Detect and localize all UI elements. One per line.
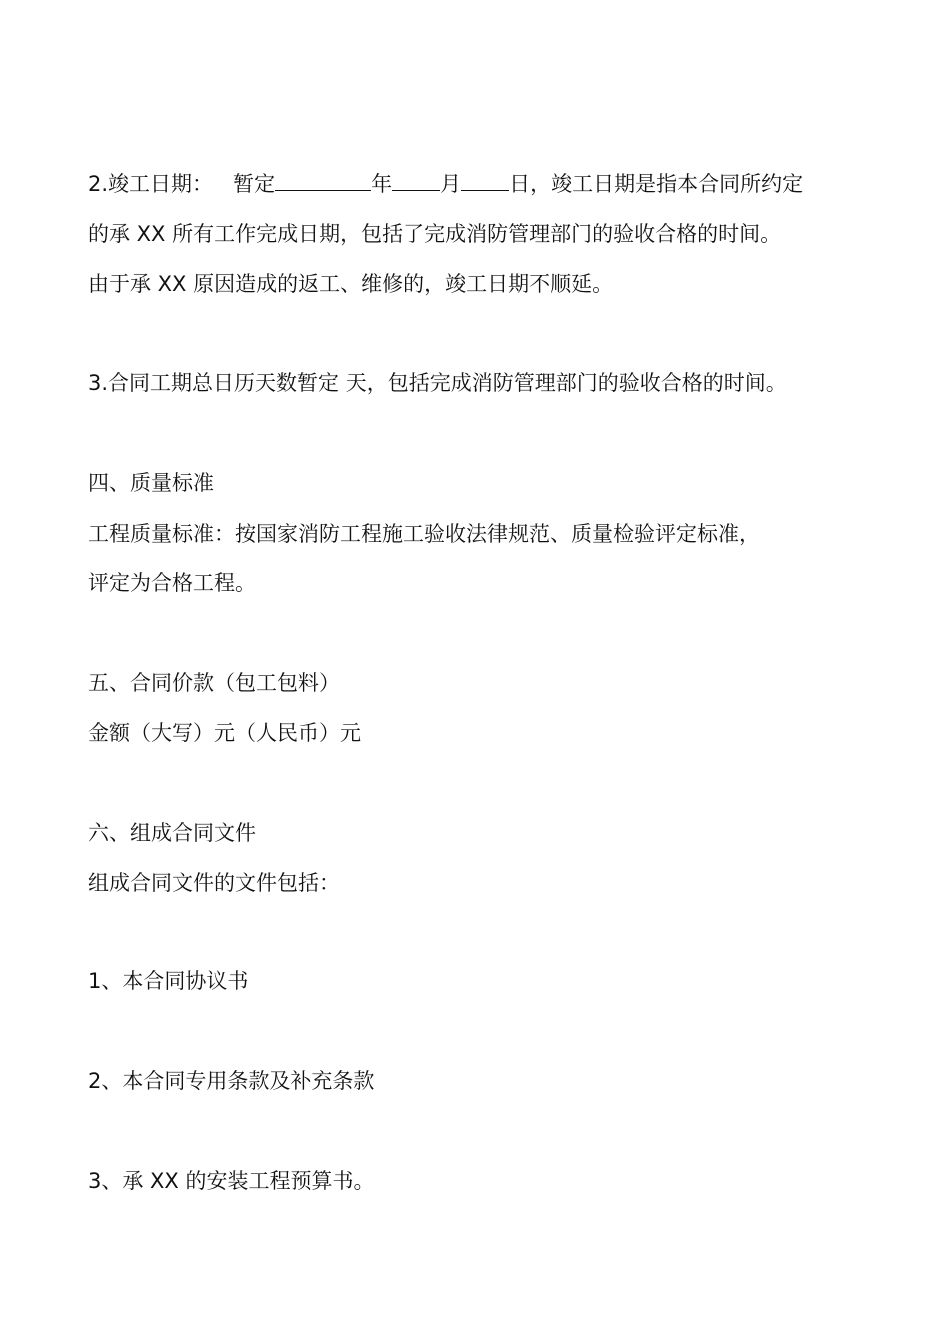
contract-duration-paragraph: 3.合同工期总日历天数暂定 天，包括完成消防管理部门的验收合格的时间。 bbox=[88, 371, 787, 395]
completion-date-text: 日，竣工日期是指本合同所约定 bbox=[509, 172, 804, 196]
tentative-label: 暂定 bbox=[233, 172, 276, 196]
year-label: 年 bbox=[371, 172, 393, 196]
list-item: 3、承 XX 的安装工程预算书。 bbox=[88, 1169, 375, 1193]
documents-intro: 组成合同文件的文件包括： bbox=[88, 871, 340, 895]
completion-date-line-1 bbox=[88, 168, 803, 200]
completion-date-label: 2.竣工日期： bbox=[88, 172, 214, 196]
section-heading-price: 五、合同价款（包工包料） bbox=[88, 671, 340, 695]
contract-amount-line: 金额（大写）元（人民币）元 bbox=[88, 721, 361, 745]
completion-date-line-3: 由于承 XX 原因造成的返工、维修的，竣工日期不顺延。 bbox=[88, 272, 614, 296]
month-blank bbox=[392, 168, 440, 191]
list-item: 2、本合同专用条款及补充条款 bbox=[88, 1069, 375, 1093]
section-heading-quality: 四、质量标准 bbox=[88, 471, 214, 495]
completion-date-line-2: 的承 XX 所有工作完成日期，包括了完成消防管理部门的验收合格的时间。 bbox=[88, 222, 782, 246]
quality-standard-line-2: 评定为合格工程。 bbox=[88, 571, 256, 595]
quality-standard-line-1: 工程质量标准：按国家消防工程施工验收法律规范、质量检验评定标准， bbox=[88, 522, 760, 546]
list-item: 1、本合同协议书 bbox=[88, 969, 249, 993]
section-heading-documents: 六、组成合同文件 bbox=[88, 821, 256, 845]
year-blank bbox=[275, 168, 371, 191]
day-blank bbox=[461, 168, 509, 191]
month-label: 月 bbox=[440, 172, 462, 196]
